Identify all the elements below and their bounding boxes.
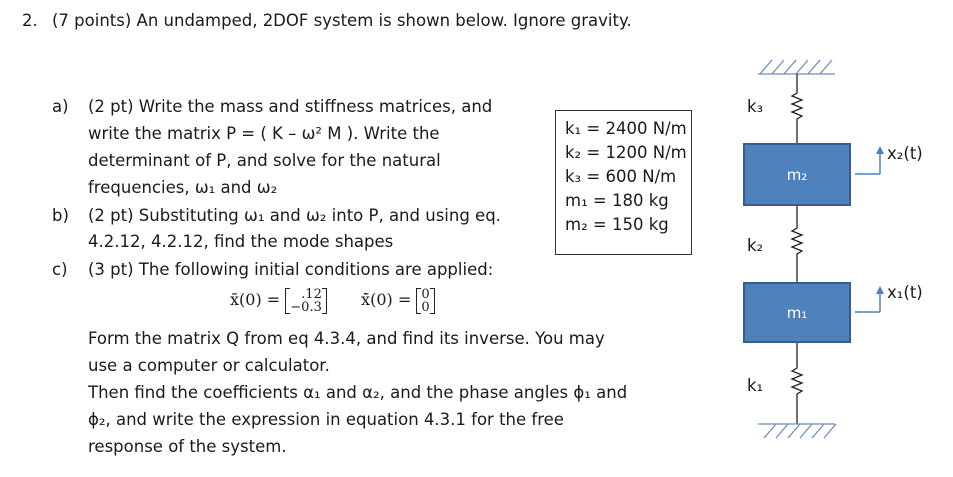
param-k1: k₁ = 2400 N/m xyxy=(565,119,687,138)
ic-v-vector xyxy=(416,288,434,314)
part-a-line-4: frequencies, ω₁ and ω₂ xyxy=(88,178,278,197)
mass-m2 xyxy=(743,143,851,206)
x1-label: x₁(t) xyxy=(887,283,923,302)
spring-k3 xyxy=(792,74,802,143)
part-b-line-1: (2 pt) Substituting ω₁ and ω₂ into P, and using eq. xyxy=(88,206,501,225)
x1-arrow xyxy=(855,286,884,312)
spring-k1 xyxy=(792,343,802,424)
ic-v-value-1: 0 xyxy=(421,286,430,302)
part-a-line-2: write the matrix P = ( K – ω² M ). Write the xyxy=(88,124,440,143)
mass-m2-label: m₂ xyxy=(786,165,808,184)
x2-arrow xyxy=(855,146,884,174)
initial-conditions xyxy=(230,285,435,315)
parameters-box xyxy=(555,110,692,255)
param-m1: m₁ = 180 kg xyxy=(565,191,669,210)
part-a-line-1: (2 pt) Write the mass and stiffness matrices, and xyxy=(88,97,493,116)
bottom-ground xyxy=(758,424,836,438)
part-c-line-3: use a computer or calculator. xyxy=(88,356,330,375)
mass-m1 xyxy=(743,282,851,343)
part-c-line-4: Then find the coefficients α₁ and α₂, and the phase angles ϕ₁ and xyxy=(88,383,628,402)
spring-k1-label: k₁ xyxy=(747,376,764,395)
part-c-line-1: (3 pt) The following initial conditions are applied: xyxy=(88,260,494,279)
part-c-line-5: ϕ₂, and write the expression in equation 4.3.1 for the free xyxy=(88,410,564,429)
spring-k2 xyxy=(792,206,802,282)
spring-k3-label: k₃ xyxy=(747,97,764,116)
part-c-line-6: response of the system. xyxy=(88,437,287,456)
ic-x-label: x̄(0) = xyxy=(230,290,281,309)
part-a-line-3: determinant of P, and solve for the natural xyxy=(88,151,441,170)
ic-v-value-2: 0 xyxy=(421,299,430,315)
ic-v-label: ẋ̄(0) = xyxy=(361,290,412,309)
part-a-marker: a) xyxy=(52,97,69,116)
param-k2: k₂ = 1200 N/m xyxy=(565,143,687,162)
param-m2: m₂ = 150 kg xyxy=(565,215,669,234)
part-b-marker: b) xyxy=(52,206,69,225)
question-number: 2. xyxy=(22,11,38,30)
part-c-marker: c) xyxy=(52,260,68,279)
ic-x-vector xyxy=(285,288,327,314)
spring-k2-label: k₂ xyxy=(747,236,764,255)
ic-x-value-2: −0.3 xyxy=(290,299,322,315)
param-k3: k₃ = 600 N/m xyxy=(565,167,677,186)
question-heading: (7 points) An undamped, 2DOF system is shown below. Ignore gravity. xyxy=(52,11,632,30)
part-b-line-2: 4.2.12, 4.2.12, find the mode shapes xyxy=(88,232,394,251)
top-ground xyxy=(758,60,835,74)
x2-label: x₂(t) xyxy=(887,144,923,163)
part-c-line-2: Form the matrix Q from eq 4.3.4, and find its inverse. You may xyxy=(88,329,605,348)
ic-x-value-1: .12 xyxy=(301,286,322,302)
mass-m1-label: m₁ xyxy=(786,303,808,322)
